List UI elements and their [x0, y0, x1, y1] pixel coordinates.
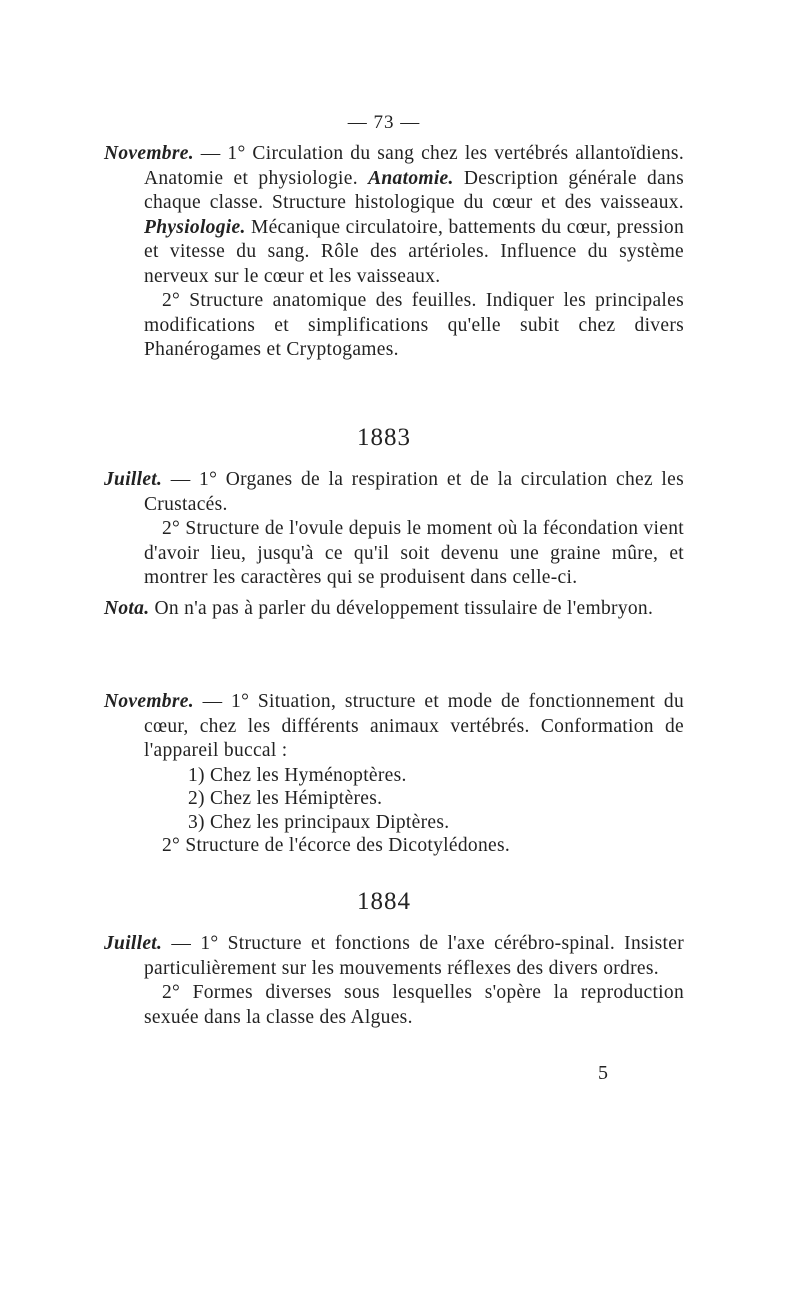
subheading-anatomie: Anatomie.	[368, 167, 454, 189]
year-heading-1883: 1883	[357, 424, 411, 451]
question-text: Description générale dans chaque classe. Structure histologique du cœur et des vaisseaux.	[144, 167, 684, 213]
list-item: 2) Chez les Hémiptères.	[188, 788, 383, 809]
question-2: 2° Structure anatomique des feuilles. Indiquer les principales modifications et simplifications qu'elle subit chez divers Phanérogames et Cryptogames.	[144, 290, 684, 360]
nota	[104, 597, 684, 622]
question-1	[104, 468, 684, 517]
month-label: Novembre.	[104, 691, 194, 712]
question-1	[104, 142, 684, 289]
question-1	[104, 690, 684, 764]
question-1	[104, 932, 684, 981]
exam-entry-juillet-1883	[104, 468, 684, 621]
question-2: 2° Structure de l'ovule depuis le moment où la fécondation vient d'avoir lieu, jusqu'à ce qu'il soit devenu une graine mûre, et montrer les caractères qui se produisent dans celle-ci.	[144, 518, 684, 588]
year-heading-1884: 1884	[357, 888, 411, 915]
list	[104, 764, 684, 835]
page-number: — 73 —	[347, 112, 421, 133]
month-label: Novembre.	[104, 143, 194, 164]
nota-label: Nota.	[104, 597, 150, 619]
question-text: — 1° Situation, structure et mode de fonctionnement du cœur, chez les différents animaux vertébrés. Conformation de l'appareil buccal :	[144, 691, 684, 761]
list-item: 3) Chez les principaux Diptères.	[188, 811, 450, 833]
month-label: Juillet.	[104, 469, 163, 490]
signature-mark: 5	[598, 1062, 608, 1084]
question-2: 2° Formes diverses sous lesquelles s'opère la reproduction sexuée dans la classe des Algues.	[144, 982, 684, 1028]
question-2: 2° Structure de l'écorce des Dicotylédones.	[162, 835, 511, 856]
exam-entry-novembre-1882	[104, 142, 684, 363]
question-text: — 1° Organes de la respiration et de la circulation chez les Crustacés.	[144, 469, 684, 515]
question-text: — 1° Circulation du sang chez les vertébrés allantoïdiens. Anatomie et physiologie.	[144, 143, 684, 189]
month-label: Juillet.	[104, 933, 163, 954]
exam-entry-novembre-1883	[104, 690, 684, 859]
list-item: 1) Chez les Hyménoptères.	[188, 764, 407, 786]
question-text: Mécanique circulatoire, battements du cœur, pression et vitesse du sang. Rôle des artérioles. Influence du système nerveux sur le cœur et les vaisseaux.	[144, 216, 684, 287]
question-text: — 1° Structure et fonctions de l'axe cérébro-spinal. Insister particulièrement sur les mouvements réflexes des divers ordres.	[144, 933, 684, 979]
exam-entry-juillet-1884	[104, 932, 684, 1030]
subheading-physiologie: Physiologie.	[144, 216, 246, 238]
nota-text: On n'a pas à parler du développement tissulaire de l'embryon.	[149, 597, 654, 619]
